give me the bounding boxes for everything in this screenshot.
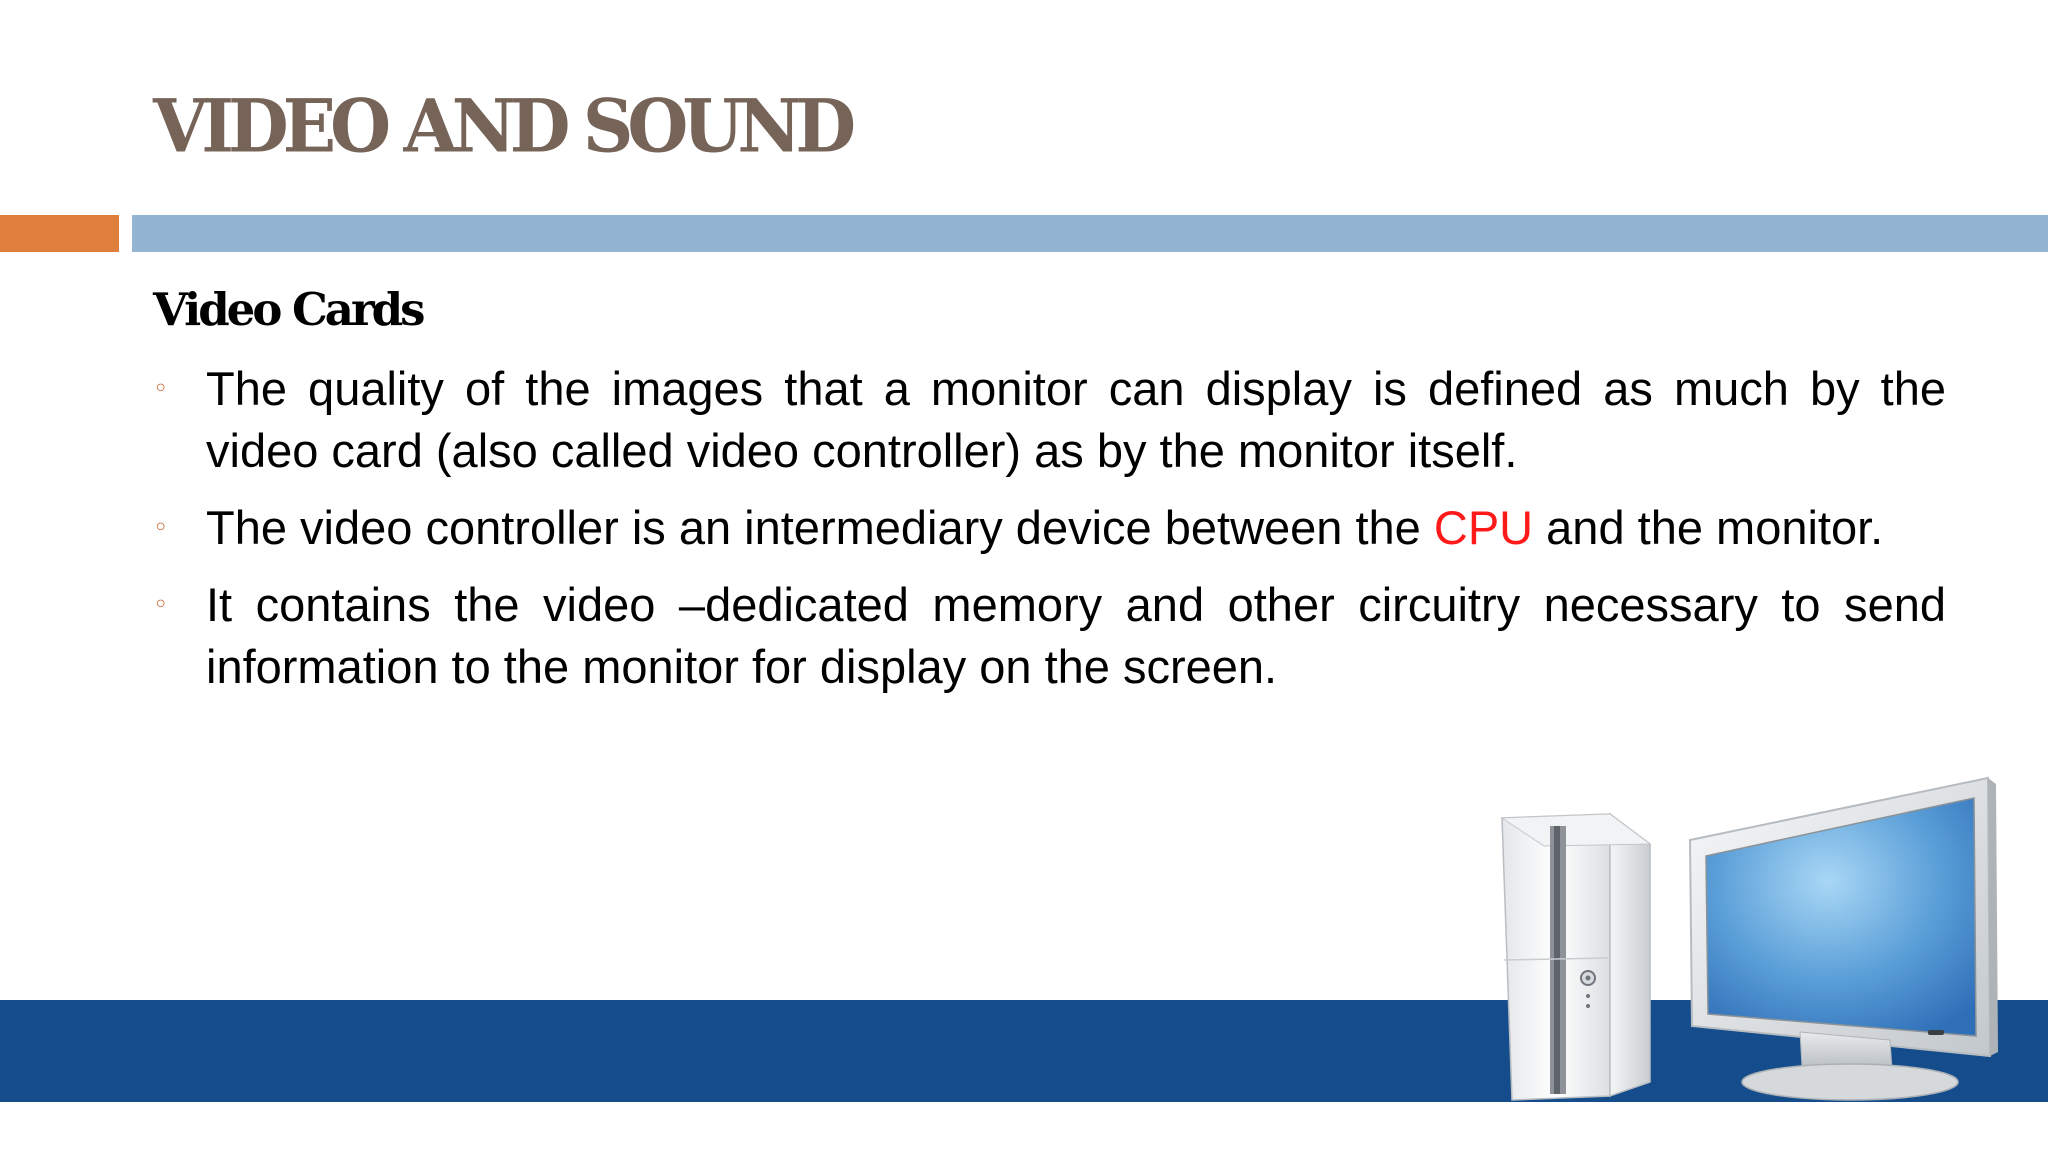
- bullet-text-before: The video controller is an intermediary device between the: [206, 501, 1434, 554]
- bullet-list: [153, 358, 1946, 713]
- desktop-computer-icon: [1490, 770, 2010, 1110]
- bullet-item: [153, 358, 1946, 482]
- tower-case: [1502, 814, 1650, 1100]
- bullet-text: The quality of the images that a monitor can display is defined as much by the video card (also called video controller) as by the monitor itself.: [206, 362, 1946, 477]
- bullet-circle-icon: ◦: [153, 374, 169, 404]
- bullet-item: [153, 497, 1946, 559]
- bullet-text: It contains the video –dedicated memory and other circuitry necessary to send information to the monitor for display on the screen.: [206, 578, 1946, 693]
- title-accent-bar-blue: [132, 215, 2048, 252]
- section-heading: Video Cards: [153, 283, 423, 336]
- slide-title: VIDEO AND SOUND: [153, 82, 851, 170]
- highlighted-term: CPU: [1433, 501, 1534, 554]
- title-accent-bar-orange: [0, 215, 119, 252]
- bullet-circle-icon: ◦: [153, 513, 169, 543]
- bullet-circle-icon: ◦: [153, 590, 169, 620]
- monitor: [1690, 778, 1998, 1100]
- bullet-item: [153, 574, 1946, 698]
- bullet-text-after: and the monitor.: [1533, 501, 1884, 554]
